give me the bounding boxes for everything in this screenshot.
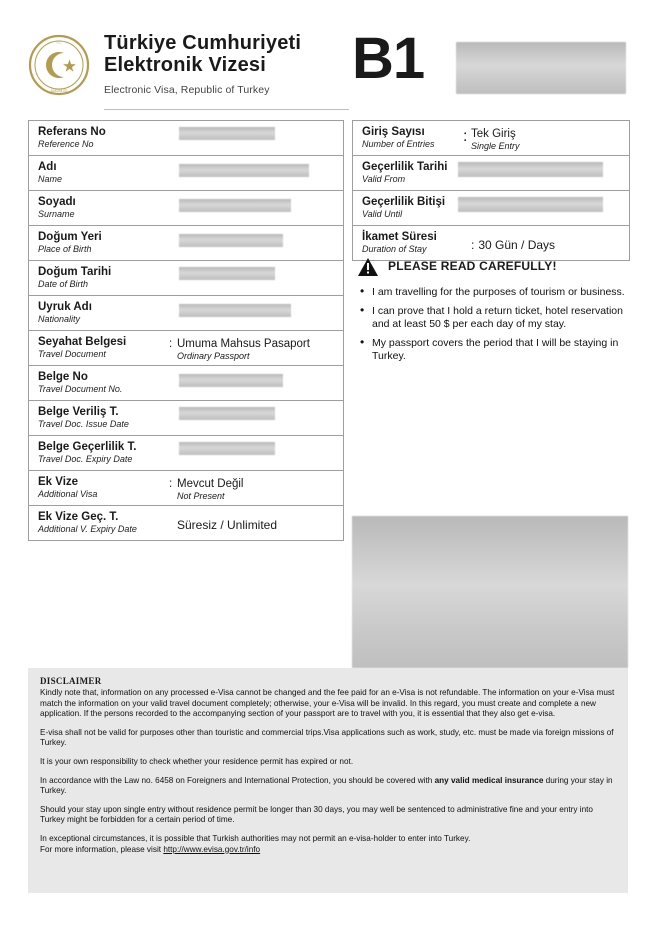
redacted-value <box>458 197 603 212</box>
warning-header <box>352 258 628 280</box>
field-value-tr: Tek Giriş <box>471 128 516 140</box>
table-row <box>29 436 343 471</box>
field-label-tr: İkamet Süresi <box>362 231 437 243</box>
final-line: In exceptional circumstances, it is possible that Turkish authorities may not permit an e-visa-holder to enter into Turkey. <box>40 833 471 843</box>
redacted-value <box>179 199 291 212</box>
evisa-info-link[interactable]: http://www.evisa.gov.tr/info <box>163 844 261 854</box>
personal-details-table <box>28 120 344 541</box>
value-colon: : <box>463 128 468 145</box>
warning-section <box>352 258 628 369</box>
redacted-value <box>458 162 603 177</box>
field-label-en: Reference No <box>38 139 94 149</box>
field-label-tr: Adı <box>38 161 57 173</box>
field-label-en: Additional Visa <box>38 489 98 499</box>
value-colon: : <box>169 338 173 350</box>
field-label-en: Place of Birth <box>38 244 92 254</box>
title-turkish-line1: Türkiye Cumhuriyeti <box>104 32 302 54</box>
field-label-en: Additional V. Expiry Date <box>38 524 137 534</box>
field-label-en: Travel Document No. <box>38 384 123 394</box>
disclaimer-paragraph: It is your own responsibility to check whether your residence permit has expired or not. <box>40 756 354 766</box>
title-block <box>104 32 301 96</box>
disclaimer-insurance-paragraph <box>40 776 616 797</box>
field-label-en: Number of Entries <box>362 139 435 149</box>
field-value-tr: Süresiz / Unlimited <box>177 518 278 532</box>
field-label-en: Date of Birth <box>38 279 89 289</box>
warning-title: PLEASE READ CAREFULLY! <box>388 259 557 273</box>
redacted-value <box>179 374 283 387</box>
field-value-tr <box>471 238 555 252</box>
field-label-tr: Geçerlilik Bitişi <box>362 196 446 208</box>
field-value-en: Single Entry <box>471 141 520 151</box>
table-row <box>353 226 629 260</box>
table-row <box>29 191 343 226</box>
redacted-value <box>179 164 309 177</box>
field-label-en: Valid Until <box>362 209 403 219</box>
field-value-en: Not Present <box>177 491 225 501</box>
disclaimer-final-paragraph <box>40 834 616 855</box>
redacted-photo-area <box>352 516 628 668</box>
insurance-text-bold: any valid medical insurance <box>434 775 544 785</box>
value-colon: : <box>471 238 475 252</box>
field-label-en: Surname <box>38 209 75 219</box>
field-label-tr: Soyadı <box>38 196 76 208</box>
svg-text:BAKANLIĞI: BAKANLIĞI <box>50 89 68 93</box>
field-label-tr: Doğum Tarihi <box>38 266 112 278</box>
field-value-tr: Umuma Mahsus Pasaport <box>177 338 310 350</box>
table-row <box>29 121 343 156</box>
table-row <box>29 156 343 191</box>
redacted-value <box>179 267 275 280</box>
field-label-tr: Ek Vize Geç. T. <box>38 511 119 523</box>
insurance-text-prefix: In accordance with the Law no. 6458 on Foreigners and International Protection, you should be covered with <box>40 775 435 785</box>
duration-of-stay-value: 30 Gün / Days <box>478 238 556 252</box>
disclaimer-title: DISCLAIMER <box>40 676 102 686</box>
redacted-value <box>179 304 291 317</box>
table-row <box>29 261 343 296</box>
list-item: • My passport covers the period that I will be staying in Turkey. <box>352 337 628 364</box>
list-item: • I am travelling for the purposes of tourism or business. <box>352 286 628 300</box>
field-value-en: Ordinary Passport <box>177 351 250 361</box>
field-label-tr: Belge No <box>38 371 88 383</box>
warning-triangle-icon <box>358 258 378 276</box>
field-value <box>169 338 310 362</box>
redacted-header-field <box>456 42 626 94</box>
table-row <box>29 471 343 506</box>
field-value <box>463 128 520 152</box>
table-row <box>29 296 343 331</box>
redacted-value <box>179 442 275 455</box>
field-label-en: Nationality <box>38 314 81 324</box>
redacted-value <box>179 234 283 247</box>
field-label-en: Travel Doc. Issue Date <box>38 419 129 429</box>
table-row <box>353 156 629 191</box>
field-label-en: Duration of Stay <box>362 244 427 254</box>
table-row <box>353 121 629 156</box>
disclaimer-paragraph: E-visa shall not be valid for purposes other than touristic and commercial trips.Visa applications such as work, study, etc. must be made via foreign missions of Turkey. <box>40 727 614 748</box>
field-label-tr: Belge Veriliş T. <box>38 406 119 418</box>
field-label-tr: Ek Vize <box>38 476 79 488</box>
redacted-value <box>179 407 275 420</box>
svg-text:T.C.: T.C. <box>55 40 63 45</box>
field-label-tr: Doğum Yeri <box>38 231 102 243</box>
field-label-tr: Referans No <box>38 126 106 138</box>
field-label-tr: Uyruk Adı <box>38 301 92 313</box>
title-turkish-line2: Elektronik Vizesi <box>104 54 266 76</box>
table-row <box>29 331 343 366</box>
field-label-en: Travel Doc. Expiry Date <box>38 454 133 464</box>
field-label-tr: Geçerlilik Tarihi <box>362 161 448 173</box>
table-row <box>29 401 343 436</box>
visa-type-code: B1 <box>352 26 425 91</box>
field-label-tr: Giriş Sayısı <box>362 126 425 138</box>
warning-list <box>352 286 628 364</box>
field-label-en: Travel Document <box>38 349 106 359</box>
table-row <box>29 366 343 401</box>
title-english: Electronic Visa, Republic of Turkey <box>104 84 270 96</box>
insurance-text-suffix: during your stay in Turkey. <box>40 775 613 796</box>
list-item: • I can prove that I hold a return ticket, hotel reservation and at least 50 $ per each day of my stay. <box>352 305 628 332</box>
field-value-tr: Mevcut Değil <box>177 478 244 490</box>
field-label-en: Valid From <box>362 174 406 184</box>
disclaimer-paragraph: Should your stay upon single entry without residence permit be longer than 30 days, you may well be sentenced to administrative fine and your entry into Turkey might be forbidden for a certain period of time. <box>40 804 593 825</box>
field-label-tr: Belge Geçerlilik T. <box>38 441 137 453</box>
redacted-value <box>179 127 275 140</box>
disclaimer-paragraph: Kindly note that, information on any processed e-Visa cannot be changed and the fee paid for an e-Visa is not refundable. The information on your e-Visa must match the information on your valid travel document completely; otherwise, your e-Visa will be invalid. In this regard, you must create and complete a new application. If the persons recorded to the accompanying section of your passport are to travel with you, it is essential that they also get e-visa. <box>40 688 615 719</box>
final-prefix: For more information, please visit <box>40 844 164 854</box>
header-divider <box>104 109 349 110</box>
visa-details-table <box>352 120 630 261</box>
republic-seal-icon <box>28 34 90 96</box>
table-row <box>29 506 343 540</box>
field-label-tr: Seyahat Belgesi <box>38 336 127 348</box>
table-row <box>29 226 343 261</box>
field-label-en: Name <box>38 174 63 184</box>
field-value <box>169 478 244 502</box>
disclaimer-section <box>28 668 628 893</box>
table-row <box>353 191 629 226</box>
value-colon: : <box>169 478 173 490</box>
